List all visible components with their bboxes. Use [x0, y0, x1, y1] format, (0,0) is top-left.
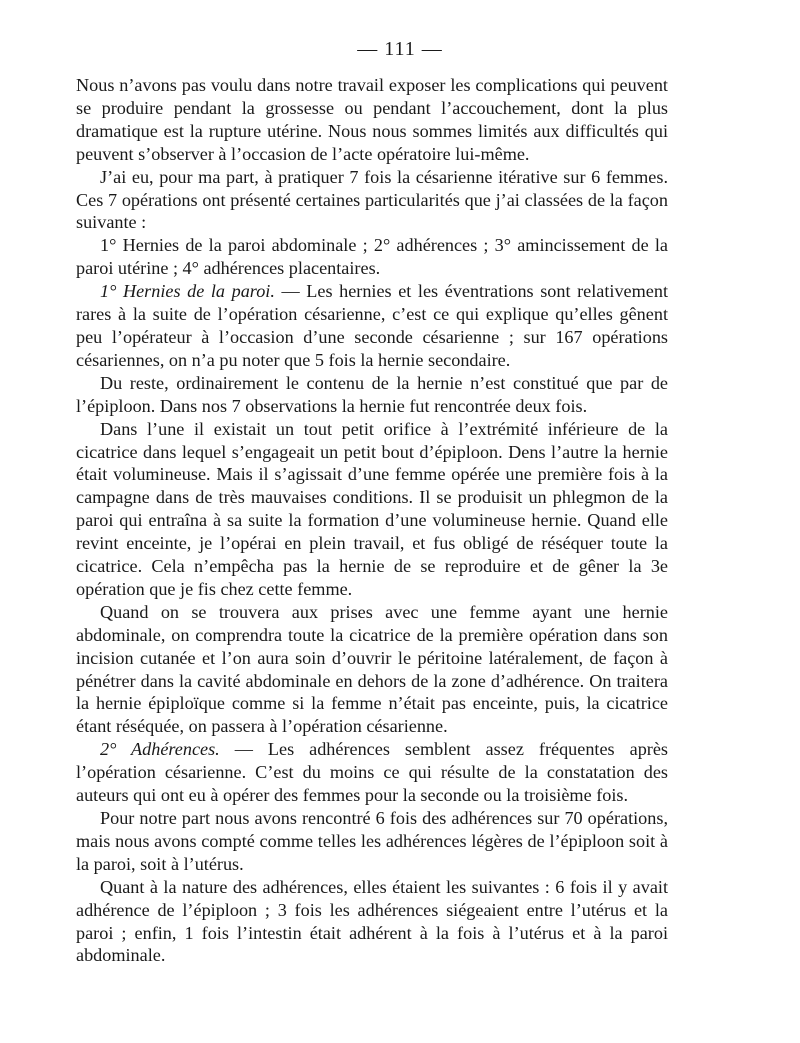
page-number: — 111 — — [357, 38, 443, 60]
paragraph-count: Pour notre part nous avons rencontré 6 fois des adhérences sur 70 opérations, mais nous avons compté comme telles les adhérences légères de l’épiploon soit à la paroi, soit à l’utérus. — [76, 808, 668, 874]
paragraph-classification: 1° Hernies de la paroi abdominale ; 2° adhérences ; 3° amincissement de la paroi utérine ; 4° adhérences placentaires. — [76, 235, 668, 279]
paragraph-adherences — [76, 738, 668, 807]
paragraph-hernies — [76, 280, 668, 372]
paragraph-intro: Nous n’avons pas voulu dans notre travail exposer les complications qui peuvent se produire pendant la grossesse ou pendant l’accouchement, dont la plus dramatique est la rupture utérine. Nous nous sommes limités aux difficultés qui peuvent s’observer à l’occasion de l’acte opératoire lui-même. — [76, 75, 668, 164]
section-heading-adherences: 2° Adhérences. — [100, 739, 220, 760]
section-heading-hernies: 1° Hernies de la paroi. — [100, 281, 275, 302]
paragraph-nature: Quant à la nature des adhérences, elles étaient les suivantes : 6 fois il y avait adhérence de l’épiploon ; 3 fois les adhérences siégeaient entre l’utérus et la paroi ; enfin, 1 fois l’intestin était adhérent à la fois à l’utérus et à la paroi abdominale. — [76, 876, 668, 966]
paragraph-adherences-text: — Les adhérences semblent assez fréquentes après l’opération césarienne. C’est du moins ce qui résulte de la constatation des auteurs qui ont eu à opérer des femmes pour la seconde ou la troisième fois. — [76, 739, 668, 806]
body-text — [76, 74, 668, 967]
paragraph-epiploon: Du reste, ordinairement le contenu de la hernie n’est constitué que par de l’épiploon. Dans nos 7 observations la hernie fut rencontrée deux fois. — [76, 372, 668, 416]
paragraph-case: Dans l’une il existait un tout petit orifice à l’extrémité inférieure de la cicatrice dans lequel s’engageait un petit bout d’épiploon. Dens l’autre la hernie était volumineuse. Mais il s’agissait d’une femme opérée une première fois à la campagne dans de très mauvaises conditions. Il se produisit un phlegmon de la paroi qui entraîna à sa suite la formation d’une volumineuse hernie. Quand elle revint enceinte, je l’opérai en plein travail, et fus obligé de réséquer toute la cicatrice. Cela n’empêcha pas la hernie de se reproduire et de gêner la 3e opération que je fis chez cette femme. — [76, 418, 668, 599]
paragraph-operations: J’ai eu, pour ma part, à pratiquer 7 fois la césarienne itérative sur 6 femmes. Ces 7 opérations ont présenté certaines particularités que j’ai classées de la façon suivante : — [76, 166, 668, 233]
paragraph-technique: Quand on se trouvera aux prises avec une femme ayant une hernie abdominale, on comprendra toute la cicatrice de la première opération dans son incision cutanée et l’on aura soin d’ouvrir le péritoine latéralement, de façon à pénétrer dans la cavité abdominale en dehors de la zone d’adhérence. On traitera la hernie épiploïque comme si la femme n’était pas enceinte, puis, la cicatrice étant réséquée, on passera à l’opération césarienne. — [76, 601, 668, 737]
paragraph-hernies-text: — Les hernies et les éventrations sont relativement rares à la suite de l’opération césarienne, c’est ce qui explique qu’elles gênent peu l’opérateur à l’occasion d’une seconde césarienne ; sur 167 opérations césariennes, on n’a pu noter que 5 fois la hernie secondaire. — [76, 281, 668, 370]
